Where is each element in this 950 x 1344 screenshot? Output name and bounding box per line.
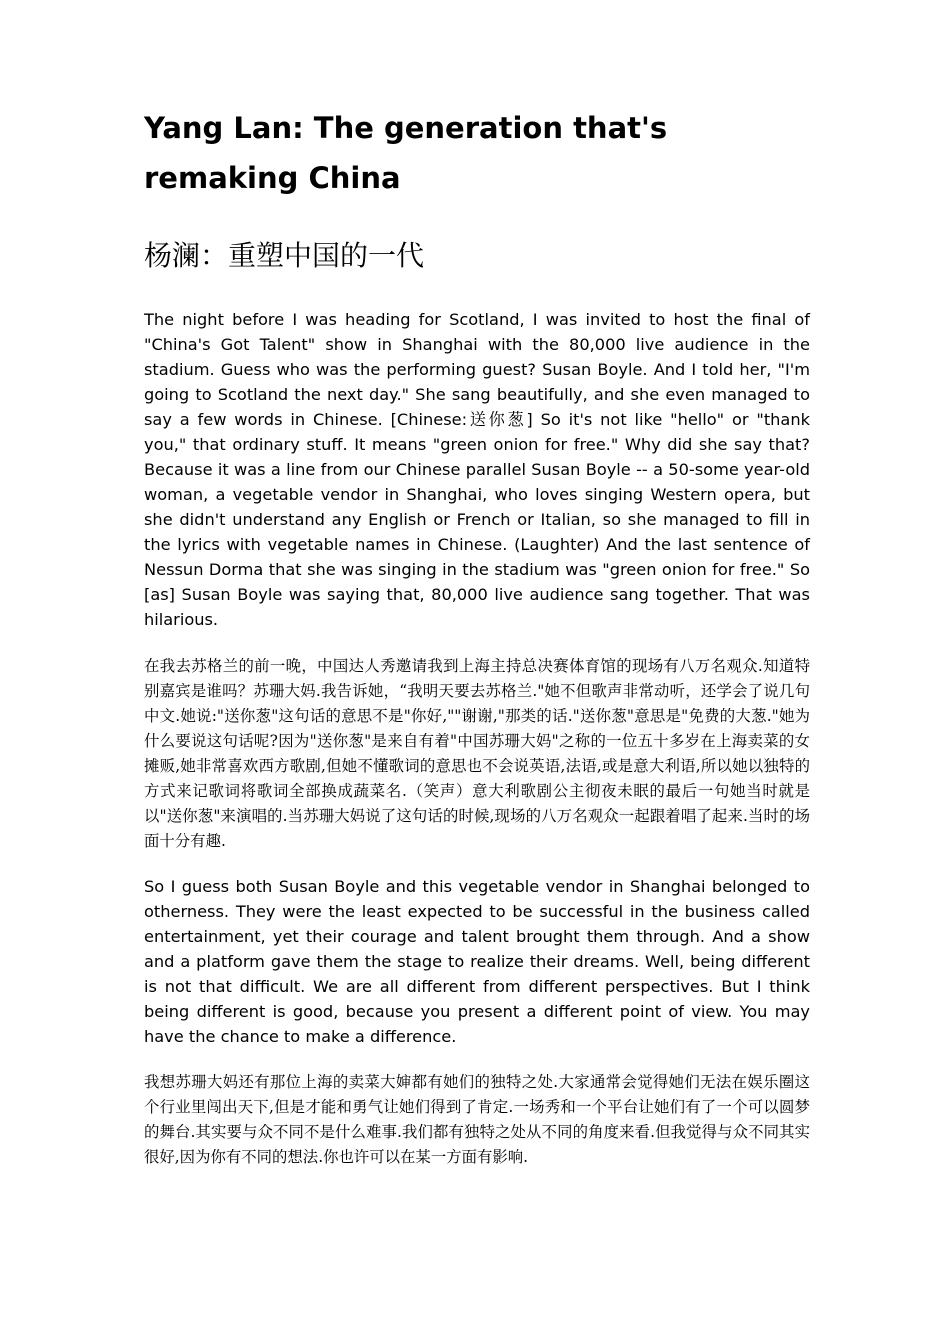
paragraph-english-1: The night before I was heading for Scotland, I was invited to host the final of "China's Got Talent" show in Shanghai with the 80,000 live audience in the stadium. Guess who was the performing guest? Susan Boyle. And I told her, "I'm going to Scotland the next day." She sang beautifully, and she even managed to say a few words in Chinese. [Chinese:送你葱] So it's not like "hello" or "thank you," that ordinary stuff. It means "green onion for free." Why did she say that? Because it was a line from our Chinese parallel Susan Boyle -- a 50-some year-old woman, a vegetable vendor in Shanghai, who loves singing Western opera, but she didn't understand any English or French or Italian, so she managed to fill in the lyrics with vegetable names in Chinese. (Laughter) And the last sentence of Nessun Dorma that she was singing in the stadium was "green onion for free." So [as] Susan Boyle was saying that, 80,000 live audience sang together. That was hilarious. [144,310,810,629]
document-subtitle: 杨澜：重塑中国的一代 [144,239,425,272]
paragraph-english-2: So I guess both Susan Boyle and this vegetable vendor in Shanghai belonged to otherness. They were the least expected to be successful in the business called entertainment, yet their courage and talent brought them through. And a show and a platform gave them the stage to realize their dreams. Well, being different is not that difficult. We are all different from different perspectives. But I think being different is good, because you present a different point of view. You may have the chance to make a difference. [144,877,810,1046]
document-title: Yang Lan: The generation that's remaking China [144,111,668,195]
paragraph-chinese-1: 在我去苏格兰的前一晚，中国达人秀邀请我到上海主持总决赛体育馆的现场有八万名观众.知道特别嘉宾是谁吗？苏珊大妈.我告诉她，“我明天要去苏格兰."她不但歌声非常动听，还学会了说几句中文.她说:"送你葱"这句话的意思不是"你好,""谢谢,"那类的话."送你葱"意思是"免费的大葱."她为什么要说这句话呢?因为"送你葱"是来自有着"中国苏珊大妈"之称的一位五十多岁在上海卖菜的女摊贩,她非常喜欢西方歌剧,但她不懂歌词的意思也不会说英语,法语,或是意大利语,所以她以独特的方式来记歌词将歌词全部换成蔬菜名.（笑声）意大利歌剧公主彻夜未眠的最后一句她当时就是以"送你葱"来演唱的.当苏珊大妈说了这句话的时候,现场的八万名观众一起跟着唱了起来.当时的场面十分有趣. [144,657,810,850]
document-page [144,103,810,1170]
paragraph-chinese-2: 我想苏珊大妈还有那位上海的卖菜大婶都有她们的独特之处.大家通常会觉得她们无法在娱乐圈这个行业里闯出天下,但是才能和勇气让她们得到了肯定.一场秀和一个平台让她们有了一个可以圆梦的舞台.其实要与众不同不是什么难事.我们都有独特之处从不同的角度来看.但我觉得与众不同其实很好,因为你有不同的想法.你也许可以在某一方面有影响. [144,1073,810,1166]
